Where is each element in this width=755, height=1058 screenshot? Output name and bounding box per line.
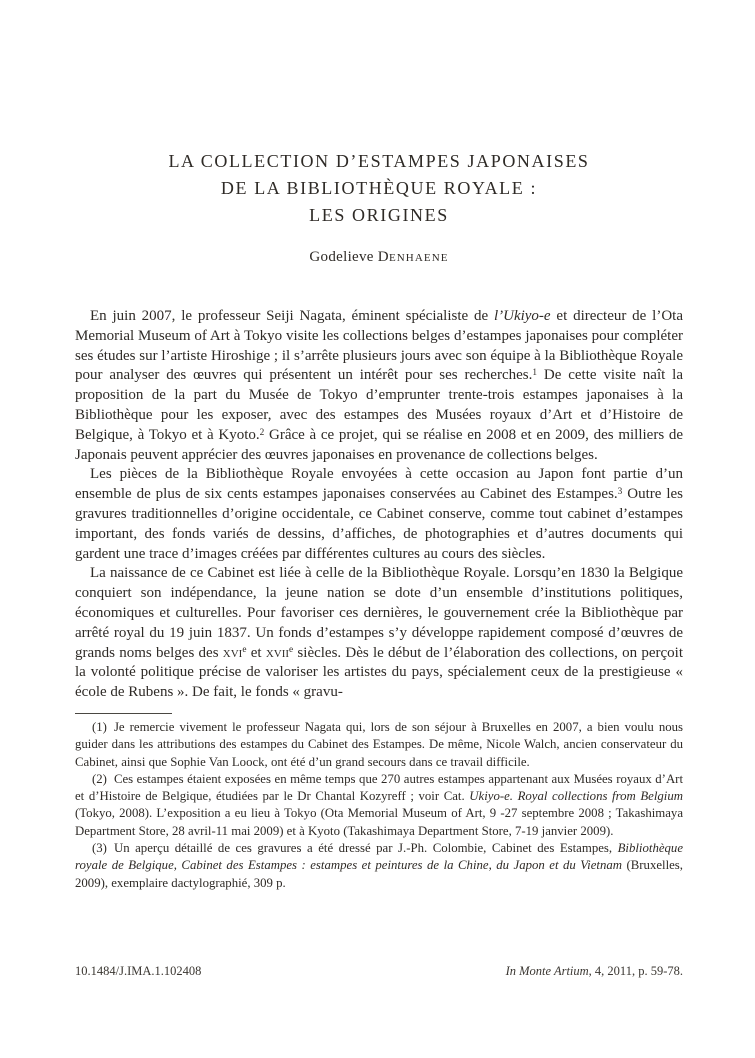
title-line-2: DE LA BIBLIOTHÈQUE ROYALE : [220, 178, 538, 198]
footnote-3-text: Un aperçu détaillé de ces gravures a été dressé par J.-Ph. Colombie, Cabinet des Estampes, Bibliothèque royale de Belgique, Cabinet des Estampes : estampes et peintures de la Chine, du Japon et du Vietnam (Bruxelles, 2009), exemplaire dactylographié, 309 p. [75, 841, 683, 890]
paragraph-3: La naissance de ce Cabinet est liée à celle de la Bibliothèque Royale. Lorsqu’en 1830 la Belgique conquiert son indépendance, la jeune nation se dote d’un ensemble d’institutions politiques, économiques et culturelles. Pour favoriser ces dernières, le gouvernement crée la Bibliothèque par arrêté royal du 19 juin 1837. Un fonds d’estampes s’y développe rapidement composé d’œuvres de grands noms belges des xvi$^e$ et xvii$^e$ siècles. Dès le début de l’élaboration des collections, on perçoit la volonté politique précise de valoriser les artistes du pays, spécialement ceux de la prestigieuse « école de Rubens ». De fait, le fonds « gravu- [75, 565, 684, 701]
footnote-2-number: (2) [92, 771, 107, 786]
footnote-1-number: (1) [92, 719, 107, 734]
paragraph-2: Les pièces de la Bibliothèque Royale envoyées à cette occasion au Japon font partie d’un ensemble de plus de six cents estampes japonaises conservées au Cabinet des Estampes.$^3$ Outre les gravures traditionnelles d’origine occidentale, ce Cabinet conserve, comme tout cabinet d’estampes important, des fonds variés de dessins, d’affiches, de photographies et d’autres documents qui gardent une trace d’images créées par différentes cultures au cours des siècles. [75, 466, 683, 562]
footnotes [75, 719, 683, 892]
article-title [75, 148, 683, 229]
paragraph-1: En juin 2007, le professeur Seiji Nagata, éminent spécialiste de l’Ukiyo-e et directeur de l’Ota Memorial Museum of Art à Tokyo visite les collections belges d’estampes japonaises pour compléter ses études sur l’artiste Hiroshige ; il s’arrête plusieurs jours avec son équipe à la Bibliothèque Royale pour analyser des œuvres qui présentent un intérêt pour ses recherches.$^1$ De cette visite naît la proposition de la part du Musée de Tokyo d’emprunter trente-trois estampes japonaises à la Bibliothèque pour les exposer, avec des estampes des Musées royaux d’Art et d’Histoire de Belgique, à Tokyo et à Kyoto.$^2$ Grâce à ce projet, qui se réalise en 2008 et en 2009, des milliers de Japonais peuvent apprécier des œuvres japonaises en provenance de collections belges. [75, 308, 684, 463]
footnote-2-text: Ces estampes étaient exposées en même temps que 270 autres estampes appartenant aux Musées royaux d’Art et d’Histoire de Belgique, étudiées par le Dr Chantal Kozyreff ; voir Cat. Ukiyo-e. Royal collections from Belgium (Tokyo, 2008). L’exposition a eu lieu à Tokyo (Ota Memorial Museum of Art, 9 -27 septembre 2008 ; Takashimaya Department Store, 28 avril-11 mai 2009) et à Kyoto (Takashimaya Department Store, 7-19 janvier 2009). [75, 771, 684, 838]
doi-reference: 10.1484/J.IMA.1.102408 [75, 964, 202, 978]
footnote-separator [75, 713, 172, 714]
footnote-3 [75, 840, 683, 892]
author-name: Godelieve Denhaene [309, 249, 449, 265]
page-footer [75, 963, 683, 979]
footnote-2 [75, 771, 683, 840]
title-line-1: LA COLLECTION D’ESTAMPES JAPONAISES [168, 151, 590, 171]
footnote-3-number: (3) [92, 841, 107, 856]
footnote-1 [75, 719, 683, 771]
title-line-3: LES ORIGINES [309, 205, 449, 225]
footnote-1-text: Je remercie vivement le professeur Nagata qui, lors de son séjour à Bruxelles en 2007, a bien voulu nous guider dans les attributions des estampes du Cabinet des Estampes. De même, Nicole Walch, ancien conservateur du Cabinet, ainsi que Sophie Van Loock, ont été d’un grand secours dans ce travail difficile. [75, 719, 683, 769]
journal-citation: In Monte Artium, 4, 2011, p. 59-78. [505, 964, 683, 978]
article-body [75, 307, 683, 703]
